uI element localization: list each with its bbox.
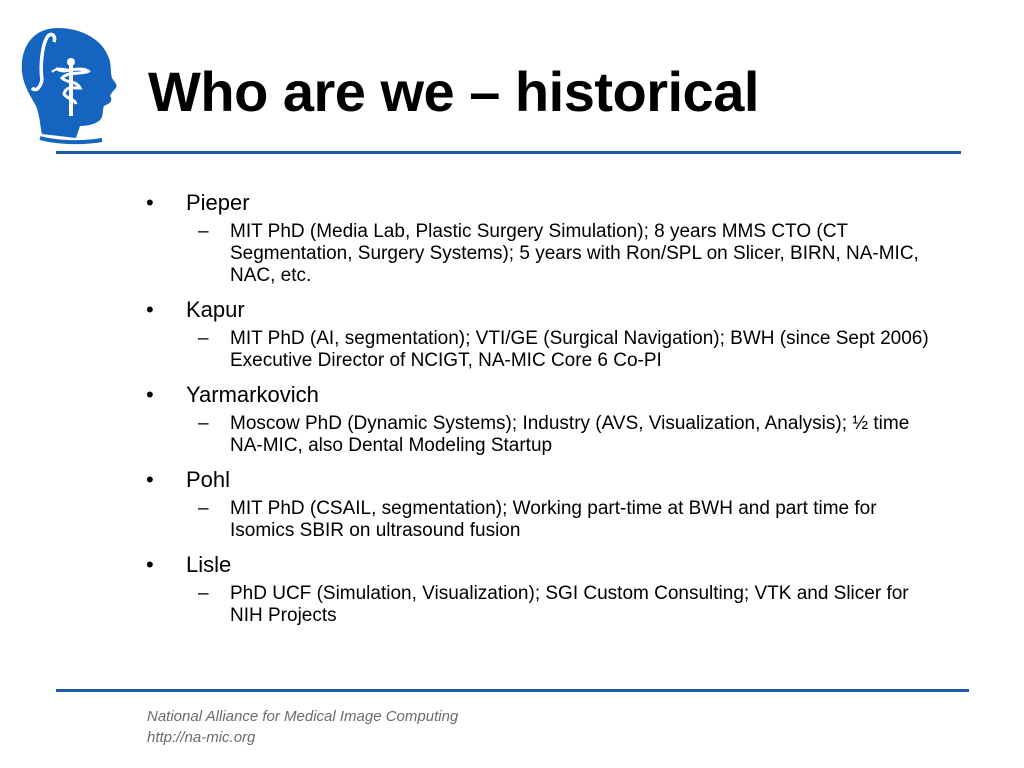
bullet-label: Pohl <box>186 467 231 492</box>
footer-url: http://na-mic.org <box>147 729 256 746</box>
sub-marker: – <box>198 328 209 349</box>
slide-footer <box>147 706 458 748</box>
sub-marker: – <box>198 498 209 519</box>
bullet-label: Pieper <box>186 190 250 215</box>
sub-marker: – <box>198 583 209 604</box>
sub-marker: – <box>198 221 209 242</box>
bullet-item-yarmarkovich <box>146 380 946 410</box>
sub-item-text: Moscow PhD (Dynamic Systems); Industry (AVS, Visualization, Analysis); ½ time NA-MIC, also Dental Modeling Startup <box>230 413 910 456</box>
sub-item-pieper <box>146 221 946 287</box>
slide-content <box>146 188 946 635</box>
bullet-item-kapur <box>146 295 946 325</box>
sub-item-text: MIT PhD (CSAIL, segmentation); Working part-time at BWH and part time for Isomics SBIR on ultrasound fusion <box>230 498 877 541</box>
bullet-item-lisle <box>146 550 946 580</box>
footer-divider <box>56 689 969 692</box>
sub-item-kapur <box>146 328 946 372</box>
sub-item-pohl <box>146 498 946 542</box>
bullet-label: Yarmarkovich <box>186 382 319 407</box>
slicer-logo-icon <box>18 22 128 154</box>
bullet-label: Lisle <box>186 552 232 577</box>
bullet-item-pieper <box>146 188 946 218</box>
sub-item-yarmarkovich <box>146 413 946 457</box>
slide-title: Who are we – historical <box>148 60 759 123</box>
bullet-item-pohl <box>146 465 946 495</box>
bullet-marker: • <box>146 467 154 492</box>
sub-item-text: MIT PhD (Media Lab, Plastic Surgery Simulation); 8 years MMS CTO (CT Segmentation, Surgery Systems); 5 years with Ron/SPL on Slicer, BIRN, NA-MIC, NAC, etc. <box>230 221 919 286</box>
bullet-marker: • <box>146 297 154 322</box>
sub-item-text: MIT PhD (AI, segmentation); VTI/GE (Surgical Navigation); BWH (since Sept 2006) Executive Director of NCIGT, NA-MIC Core 6 Co-PI <box>230 328 929 371</box>
bullet-marker: • <box>146 190 154 215</box>
bullet-label: Kapur <box>186 297 245 322</box>
bullet-marker: • <box>146 552 154 577</box>
sub-marker: – <box>198 413 209 434</box>
title-divider <box>56 151 961 154</box>
sub-item-text: PhD UCF (Simulation, Visualization); SGI Custom Consulting; VTK and Slicer for NIH Projects <box>230 583 909 626</box>
footer-org: National Alliance for Medical Image Computing <box>147 708 459 725</box>
sub-item-lisle <box>146 583 946 627</box>
bullet-marker: • <box>146 382 154 407</box>
